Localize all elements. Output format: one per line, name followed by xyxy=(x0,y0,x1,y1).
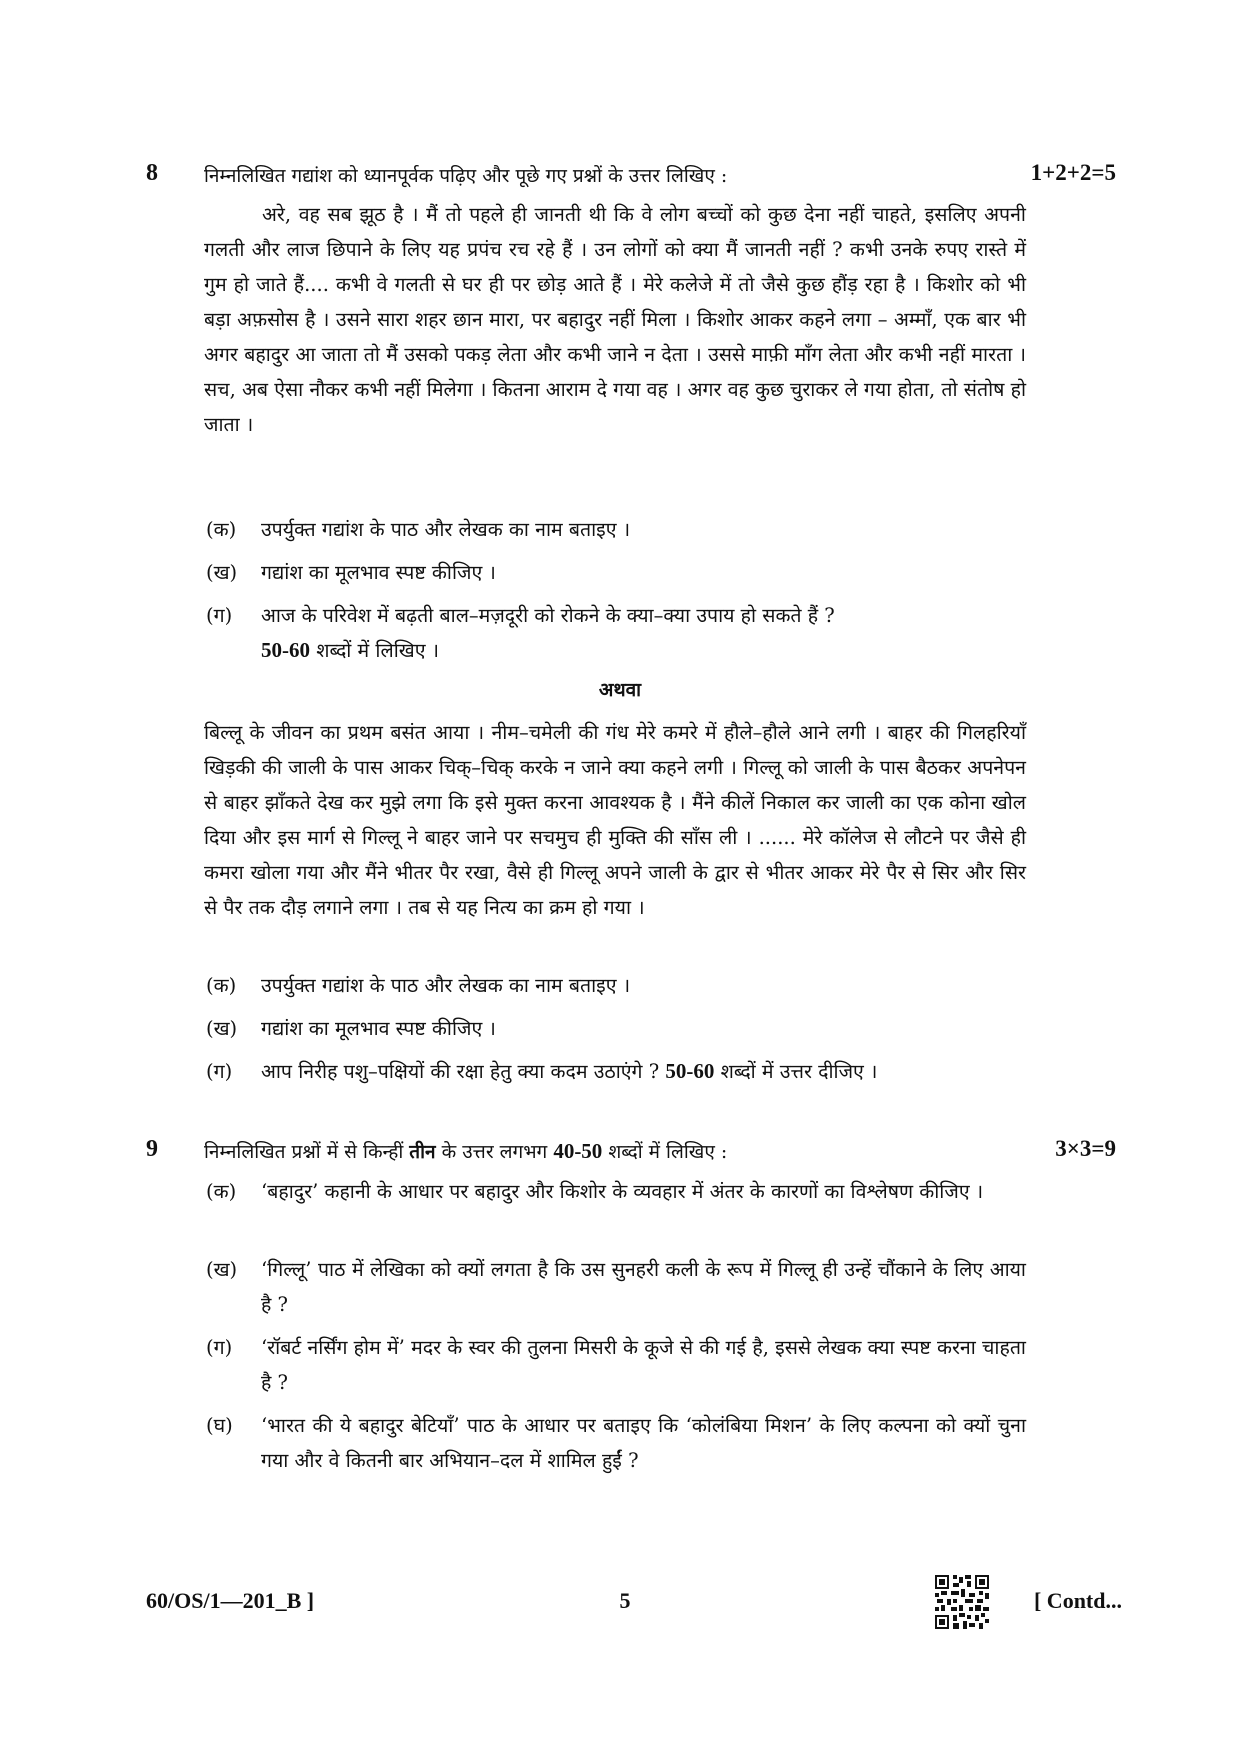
sub-question-label: (ग) xyxy=(206,1060,233,1083)
instruction-part: निम्नलिखित प्रश्नों में से किन्हीं xyxy=(204,1141,404,1163)
sub-question-text: उपर्युक्त गद्यांश के पाठ और लेखक का नाम बताइए । xyxy=(261,974,631,997)
sub-question-label: (क) xyxy=(206,974,237,997)
instruction-part: के उत्तर लगभग xyxy=(441,1141,548,1163)
page-number: 5 xyxy=(619,1588,631,1613)
passage-text-alternative: बिल्लू के जीवन का प्रथम बसंत आया । नीम–चमेली की गंध मेरे कमरे में हौले–हौले आने लगी । बाहर की गिलहरियाँ खिड़की की जाली के पास आकर चिक्–चिक् करके न जाने क्या कहने लगी । गिल्लू को जाली के पास बैठकर अपनेपन से बाहर झाँकते देख कर मुझे लगा कि इसे मुक्त करना आवश्यक है । मैंने कीलें निकाल कर जाली का एक कोना खोल दिया और इस मार्ग से गिल्लू ने बाहर जाने पर सचमुच ही मुक्ति की साँस ली । ...... मेरे कॉलेज से लौटने पर जैसे ही कमरा खोला गया और मैंने भीतर पैर रखा, वैसे ही गिल्लू अपने जाली के द्वार से भीतर आकर मेरे पैर से सिर और सिर से पैर तक दौड़ लगाने लगा । तब से यह नित्य का क्रम हो गया । xyxy=(204,721,1026,919)
continued-label: [ Contd... xyxy=(1033,1588,1122,1613)
question-marks: 1+2+2=5 xyxy=(1030,160,1116,185)
sub-question-label: (क) xyxy=(206,1180,237,1203)
sub-question-label: (ग) xyxy=(206,1336,233,1359)
or-divider: अथवा xyxy=(598,679,642,701)
sub-question-label: (ख) xyxy=(206,1017,238,1040)
sub-question xyxy=(204,1174,1026,1209)
sub-question-body: आप निरीह पशु–पक्षियों की रक्षा हेतु क्या कदम उठाएंगे ? xyxy=(261,1060,660,1083)
sub-question-text: ‘गिल्लू’ पाठ में लेखिका को क्यों लगता है कि उस सुनहरी कली के रूप में गिल्लू ही उन्हें चौंकाने के लिए आया है ? xyxy=(261,1258,1026,1316)
question-number: 9 xyxy=(146,1136,158,1162)
question-number: 8 xyxy=(146,160,158,186)
sub-question-body: आज के परिवेश में बढ़ती बाल–मज़दूरी को रोकने के क्या–क्या उपाय हो सकते हैं ? xyxy=(261,604,835,627)
paper-code: 60/OS/1—201_B ] xyxy=(146,1588,315,1613)
sub-question-text: ‘भारत की ये बहादुर बेटियाँ’ पाठ के आधार पर बताइए कि ‘कोलंबिया मिशन’ के लिए कल्पना को क्यों चुना गया और वे कितनी बार अभियान–दल में शामिल हुईं ? xyxy=(261,1414,1026,1472)
sub-question-text xyxy=(261,598,1026,668)
qr-code-icon xyxy=(935,1575,989,1629)
sub-question xyxy=(204,1408,1026,1478)
sub-question xyxy=(204,1330,1026,1400)
passage-text: अरे, वह सब झूठ है । मैं तो पहले ही जानती थी कि वे लोग बच्चों को कुछ देना नहीं चाहते, इसलिए अपनी गलती और लाज छिपाने के लिए यह प्रपंच रच रहे हैं । उन लोगों को क्या मैं जानती नहीं ? कभी उनके रुपए रास्ते में गुम हो जाते हैं.... कभी वे गलती से घर ही पर छोड़ आते हैं । मेरे कलेजे में तो जैसे कुछ हौंड़ रहा है । किशोर को भी बड़ा अफ़सोस है । उसने सारा शहर छान मारा, पर बहादुर नहीं मिला । किशोर आकर कहने लगा – अम्माँ, एक बार भी अगर बहादुर आ जाता तो मैं उसको पकड़ लेता और कभी जाने न देता । उससे माफ़ी माँग लेता और कभी नहीं मारता । सच, अब ऐसा नौकर कभी नहीं मिलेगा । कितना आराम दे गया वह । अगर वह कुछ चुराकर ले गया होता, तो संतोष हो जाता । xyxy=(204,203,1026,436)
sub-question xyxy=(204,598,1026,668)
word-count: 40-50 xyxy=(553,1139,603,1163)
sub-question-label: (ग) xyxy=(206,604,233,627)
question-marks: 3×3=9 xyxy=(1055,1136,1116,1161)
sub-question xyxy=(204,1054,1026,1089)
sub-question-label: (क) xyxy=(206,518,237,541)
sub-question-tail: शब्दों में उत्तर दीजिए । xyxy=(720,1060,878,1083)
sub-question-text: गद्यांश का मूलभाव स्पष्ट कीजिए । xyxy=(261,1017,496,1040)
sub-question-text: उपर्युक्त गद्यांश के पाठ और लेखक का नाम बताइए । xyxy=(261,518,631,541)
sub-question-label: (ख) xyxy=(206,561,238,584)
sub-question xyxy=(204,1252,1026,1322)
sub-question xyxy=(204,512,1026,547)
word-count: 50-60 xyxy=(665,1059,715,1083)
word-count: 50-60 xyxy=(261,638,310,662)
sub-question-label: (ख) xyxy=(206,1258,238,1281)
sub-question xyxy=(204,555,1026,590)
sub-question-text: ‘रॉबर्ट नर्सिंग होम में’ मदर के स्वर की तुलना मिसरी के कूजे से की गई है, इससे लेखक क्या स्पष्ट करना चाहता है ? xyxy=(261,1336,1026,1394)
sub-question-text: ‘बहादुर’ कहानी के आधार पर बहादुर और किशोर के व्यवहार में अंतर के कारणों का विश्लेषण कीजिए । xyxy=(261,1180,984,1203)
sub-question-label: (घ) xyxy=(206,1414,233,1437)
sub-question xyxy=(204,968,1026,1003)
sub-question-text: गद्यांश का मूलभाव स्पष्ट कीजिए । xyxy=(261,561,496,584)
sub-question-text xyxy=(261,1054,1026,1089)
instruction-emphasis: तीन xyxy=(409,1141,436,1163)
question-instruction xyxy=(204,1138,727,1164)
sub-question-tail: शब्दों में लिखिए । xyxy=(316,639,440,662)
instruction-part: शब्दों में लिखिए : xyxy=(608,1141,728,1163)
sub-question xyxy=(204,1011,1026,1046)
question-instruction: निम्नलिखित गद्यांश को ध्यानपूर्वक पढ़िए और पूछे गए प्रश्नों के उत्तर लिखिए : xyxy=(204,165,728,187)
